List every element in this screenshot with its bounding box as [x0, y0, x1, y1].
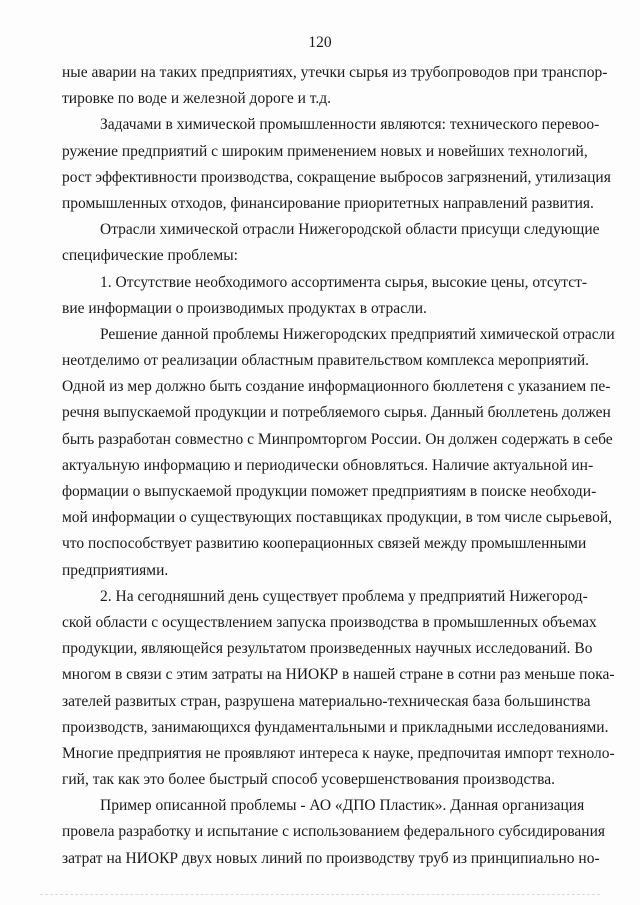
text-line: Решение данной проблемы Нижегородских предприятий химической отрасли: [100, 325, 615, 343]
text-line: ружение предприятий с широким применением новых и новейших технологий,: [62, 142, 588, 160]
text-line: ные аварии на таких предприятиях, утечки сырья из трубопроводов при транспор-: [62, 64, 608, 81]
text-line: 1. Отсутствие необходимого ассортимента сырья, высокие цены, отсутст-: [100, 273, 588, 291]
text-line: предприятиями.: [62, 561, 169, 579]
text-line: формации о выпускаемой продукции поможет предприятиям в поиске необходи-: [62, 483, 597, 500]
text-line: специфические проблемы:: [62, 247, 238, 265]
body-text: [62, 60, 615, 872]
text-line: быть разработан совместно с Минпромторгом России. Он должен содержать в себе: [62, 430, 613, 448]
text-line: многом в связи с этим затраты на НИОКР в нашей стране в сотни раз меньше пока-: [62, 666, 615, 684]
text-line: речня выпускаемой продукции и потребляемого сырья. Данный бюллетень должен: [62, 404, 611, 422]
text-line: рост эффективности производства, сокращение выбросов загрязнений, утилизация: [62, 168, 611, 186]
text-line: Многие предприятия не проявляют интереса к науке, предпочитая импорт техноло-: [62, 744, 615, 762]
text-line: Одной из мер должно быть создание информационного бюллетеня с указанием пе-: [62, 378, 611, 396]
text-line: неотделимо от реализации областным правительством комплекса мероприятий.: [62, 352, 590, 370]
text-line: производств, занимающихся фундаментальными и прикладными исследованиями.: [62, 718, 609, 736]
text-line: промышленных отходов, финансирование приоритетных направлений развития.: [62, 194, 594, 212]
text-line: продукции, являющейся результатом произведенных научных исследований. Во: [62, 640, 593, 658]
text-line: мой информации о существующих поставщиках продукции, в том числе сырьевой,: [62, 509, 612, 527]
text-line: провела разработку и испытание с использованием федерального субсидирования: [62, 823, 606, 841]
page-number: 120: [308, 34, 332, 51]
text-line: Отрасли химической отрасли Нижегородской области присущи следующие: [100, 221, 600, 239]
text-line: вие информации о производимых продуктах в отрасли.: [62, 299, 427, 317]
text-line: тировке по воде и железной дороге и т.д.: [62, 90, 332, 108]
text-line: ской области с осуществлением запуска производства в промышленных объемах: [62, 613, 597, 631]
text-line: 2. На сегодняшний день существует проблема у предприятий Нижегород-: [100, 587, 588, 605]
text-line: гий, так как это более быстрый способ усовершенствования производства.: [62, 771, 556, 789]
text-line: что поспособствует развитию кооперационных связей между промышленными: [62, 535, 587, 553]
text-line: Пример описанной проблемы - АО «ДПО Пластик». Данная организация: [100, 797, 585, 815]
text-line: зателей развитых стран, разрушена материально-техническая база большинства: [62, 692, 591, 710]
text-line: Задачами в химической промышленности являются: технического перевоо-: [100, 116, 600, 134]
text-line: актуальную информацию и периодически обновляться. Наличие актуальной ин-: [62, 456, 594, 474]
text-line: затрат на НИОКР двух новых линий по производству труб из принципиально но-: [62, 849, 600, 867]
scan-edge-artifact: [40, 894, 600, 897]
